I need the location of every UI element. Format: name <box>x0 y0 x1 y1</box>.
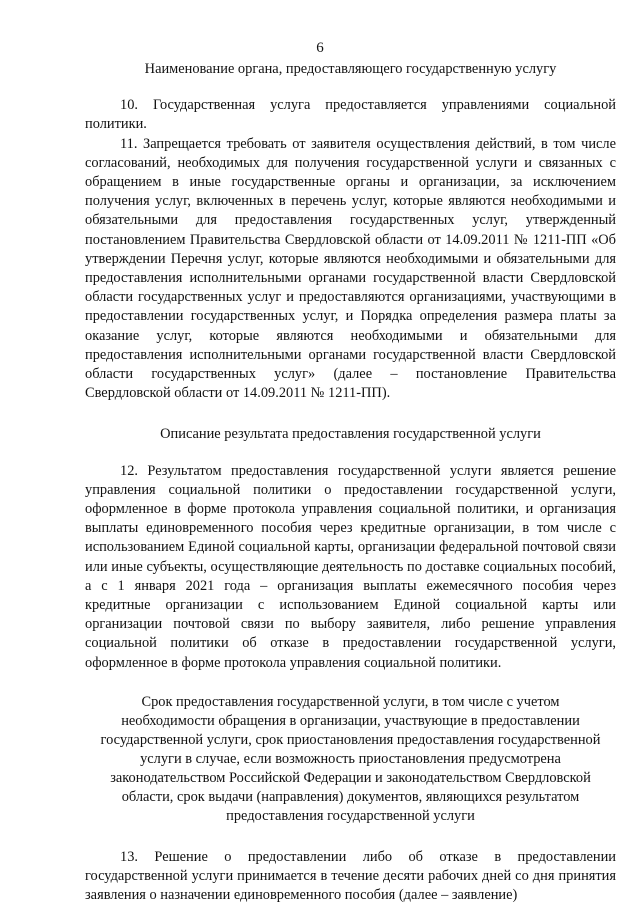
paragraph-10: 10. Государственная услуга предоставляется управлениями социальной политики. <box>85 97 616 133</box>
paragraph-13: 13. Решение о предоставлении либо об отказе в предоставлении государственной услуги принимается в течение десяти рабочих дней со дня принятия заявления о назначении единовременного пособия (далее – заявление) <box>85 848 616 904</box>
heading-line: услуги в случае, если возможность приостановления предусмотрена <box>140 750 561 767</box>
section-heading-result-description: Описание результата предоставления государственной услуги <box>160 426 541 443</box>
section-heading-responsible-body: Наименование органа, предоставляющего государственную услугу <box>144 61 557 77</box>
paragraph-12: 12. Результатом предоставления государственной услуги является решение управления социальной политики о предоставлении государственной услуги, оформленное в форме протокола управления социальной политики, и организация выплаты единовременного пособия через кредитные организации, в том числе с использованием Единой социальной карты, организации федеральной почтовой связи или иные субъекты, осуществляющие деятельность по доставке социальных пособий, а с 1 января 2021 года – организация выплаты ежемесячного пособия через кредитные организации с использованием Единой социальной карты или организации почтовой связи по выбору заявителя, либо решение управления социальной политики об отказе в предоставлении государственной услуги, оформленное в форме протокола управления социальной политики. <box>85 462 616 671</box>
document-body <box>85 60 616 906</box>
page-number: 6 <box>316 40 324 56</box>
paragraph-11: 11. Запрещается требовать от заявителя осуществления действий, в том числе согласований, необходимых для получения государственной услуги и связанных с обращением в иные государственные органы и организации, за исключением получения услуг, включенных в перечень услуг, которые являются необходимыми и обязательными для предоставления государственных услуг, утвержденный постановлением Правительства Свердловской области от 14.09.2011 № 1211-ПП «Об утверждении Перечня услуг, которые являются необходимыми и обязательными для предоставления исполнительными органами государственной власти Свердловской области государственных услуг и предоставляются организациями, участвующими в предоставлении государственных услуг, и Порядка определения размера платы за оказание услуг, которые являются необходимыми и обязательными для предоставления исполнительными органами государственной власти Свердловской области государственных услуг» (далее – постановление Правительства Свердловской области от 14.09.2011 № 1211-ПП). <box>85 135 616 402</box>
heading-line: необходимости обращения в организации, участвующие в предоставлении <box>121 712 580 729</box>
heading-line: предоставления государственной услуги <box>226 807 475 824</box>
heading-line: государственной услуги, срок приостановления предоставления государственной <box>100 731 601 748</box>
heading-line: области, срок выдачи (направления) документов, являющихся результатом <box>121 788 580 805</box>
heading-line: законодательством Российской Федерации и законодательством Свердловской <box>110 769 591 786</box>
heading-line: Срок предоставления государственной услуги, в том числе с учетом <box>141 693 560 710</box>
section-heading-service-term <box>85 693 616 826</box>
